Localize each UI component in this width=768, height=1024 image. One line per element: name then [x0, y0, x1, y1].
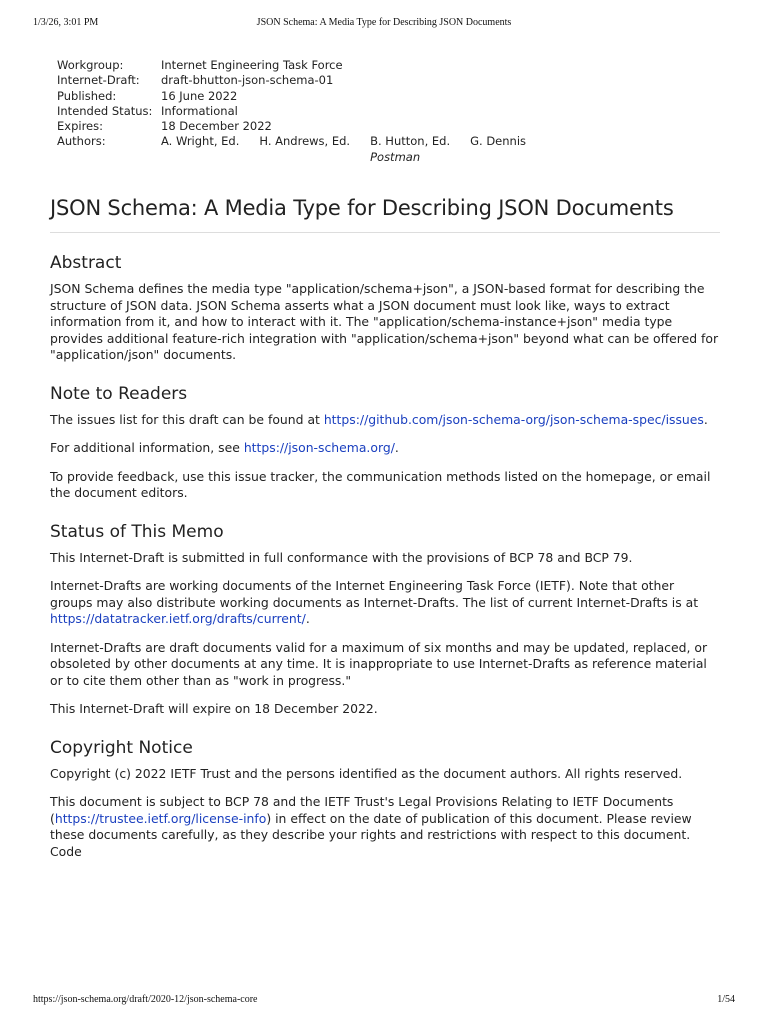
document-title: JSON Schema: A Media Type for Describing JSON Documents	[50, 196, 720, 233]
document-content	[50, 196, 720, 872]
meta-internet-draft	[57, 73, 546, 88]
print-url: https://json-schema.org/draft/2020-12/json-schema-core	[33, 994, 258, 1005]
print-datetime: 1/3/26, 3:01 PM	[33, 17, 99, 28]
meta-label: Published:	[57, 88, 117, 103]
print-title: JSON Schema: A Media Type for Describing JSON Documents	[256, 17, 512, 28]
paragraph	[50, 412, 720, 429]
meta-authors	[57, 134, 546, 165]
author-name: B. Hutton, Ed.	[370, 134, 451, 149]
meta-label: Workgroup:	[57, 58, 124, 72]
author-organization: Postman	[370, 149, 421, 164]
meta-intended-status	[57, 104, 546, 119]
meta-value: 18 December 2022	[161, 119, 272, 134]
author-name: G. Dennis	[470, 134, 527, 149]
issues-link[interactable]: https://github.com/json-schema-org/json-schema-spec/issues	[323, 411, 704, 427]
page-number: 1/54	[717, 994, 735, 1005]
section-heading: Copyright Notice	[50, 737, 193, 758]
text: .	[703, 411, 708, 427]
meta-value: draft-bhutton-json-schema-01	[161, 73, 334, 88]
section-heading: Note to Readers	[50, 383, 188, 404]
section-heading: Status of This Memo	[50, 521, 224, 542]
meta-value: 16 June 2022	[161, 88, 238, 103]
print-footer	[0, 994, 768, 1008]
paragraph: This Internet-Draft is submitted in full conformance with the provisions of BCP 78 and BCP 79.	[50, 549, 633, 565]
section-copyright-notice	[50, 738, 720, 861]
text: .	[394, 440, 399, 455]
paragraph	[50, 578, 720, 628]
author-name: H. Andrews, Ed.	[259, 134, 351, 149]
meta-label: Internet-Draft:	[57, 73, 140, 88]
author	[161, 134, 239, 165]
meta-label: Authors:	[57, 134, 106, 149]
datatracker-link[interactable]: https://datatracker.ietf.org/drafts/current/	[50, 611, 306, 626]
print-header	[0, 17, 768, 31]
meta-published	[57, 89, 546, 104]
section-status-of-memo	[50, 522, 720, 718]
paragraph	[50, 440, 720, 457]
json-schema-link[interactable]: https://json-schema.org/	[243, 440, 395, 455]
paragraph	[50, 794, 720, 860]
author	[470, 134, 526, 165]
meta-expires	[57, 119, 546, 134]
text: For additional information, see	[50, 440, 244, 455]
paragraph: Copyright (c) 2022 IETF Trust and the persons identified as the document authors. All rights reserved.	[50, 765, 683, 781]
text: Internet-Drafts are working documents of the Internet Engineering Task Force (IETF). Note that other groups may also distribute working documents as Internet-Drafts. The list of current Internet-Drafts is at	[50, 578, 699, 610]
license-info-link[interactable]: https://trustee.ietf.org/license-info	[54, 810, 267, 826]
paragraph: To provide feedback, use this issue tracker, the communication methods listed on the homepage, or email the document editors.	[50, 468, 711, 500]
section-note-to-readers	[50, 384, 720, 502]
meta-workgroup	[57, 58, 546, 73]
paragraph: Internet-Drafts are draft documents valid for a maximum of six months and may be updated, replaced, or obsoleted by other documents at any time. It is inappropriate to use Internet-Drafts as reference material or to cite them other than as "work in progress."	[50, 639, 708, 688]
paragraph: JSON Schema defines the media type "application/schema+json", a JSON-based format for describing the structure of JSON data. JSON Schema asserts what a JSON document must look like, ways to extract information from it, and how to interact with it. The "application/schema-instance+json" media type provides additional feature-rich integration with "application/schema+json" beyond what can be offered for "application/json" documents.	[50, 281, 719, 362]
text: .	[305, 611, 310, 626]
author-list	[161, 134, 546, 165]
meta-label: Intended Status:	[57, 103, 153, 118]
author	[259, 134, 350, 165]
meta-value: Internet Engineering Task Force	[161, 58, 343, 72]
author-name: A. Wright, Ed.	[161, 134, 240, 149]
text: ) in effect on the date of publication of this document. Please review these documents carefully, as they describe your rights and restrictions with respect to this document. Code	[50, 810, 692, 859]
meta-label: Expires:	[57, 119, 103, 134]
author	[370, 134, 450, 165]
section-abstract	[50, 253, 720, 364]
text: The issues list for this draft can be found at	[50, 411, 324, 427]
document-metadata	[57, 58, 546, 165]
paragraph: This Internet-Draft will expire on 18 December 2022.	[50, 701, 378, 716]
text: This document is subject to BCP 78 and the IETF Trust's Legal Provisions Relating to IETF Documents (	[50, 794, 674, 826]
meta-value: Informational	[161, 103, 238, 118]
section-heading: Abstract	[50, 253, 122, 273]
